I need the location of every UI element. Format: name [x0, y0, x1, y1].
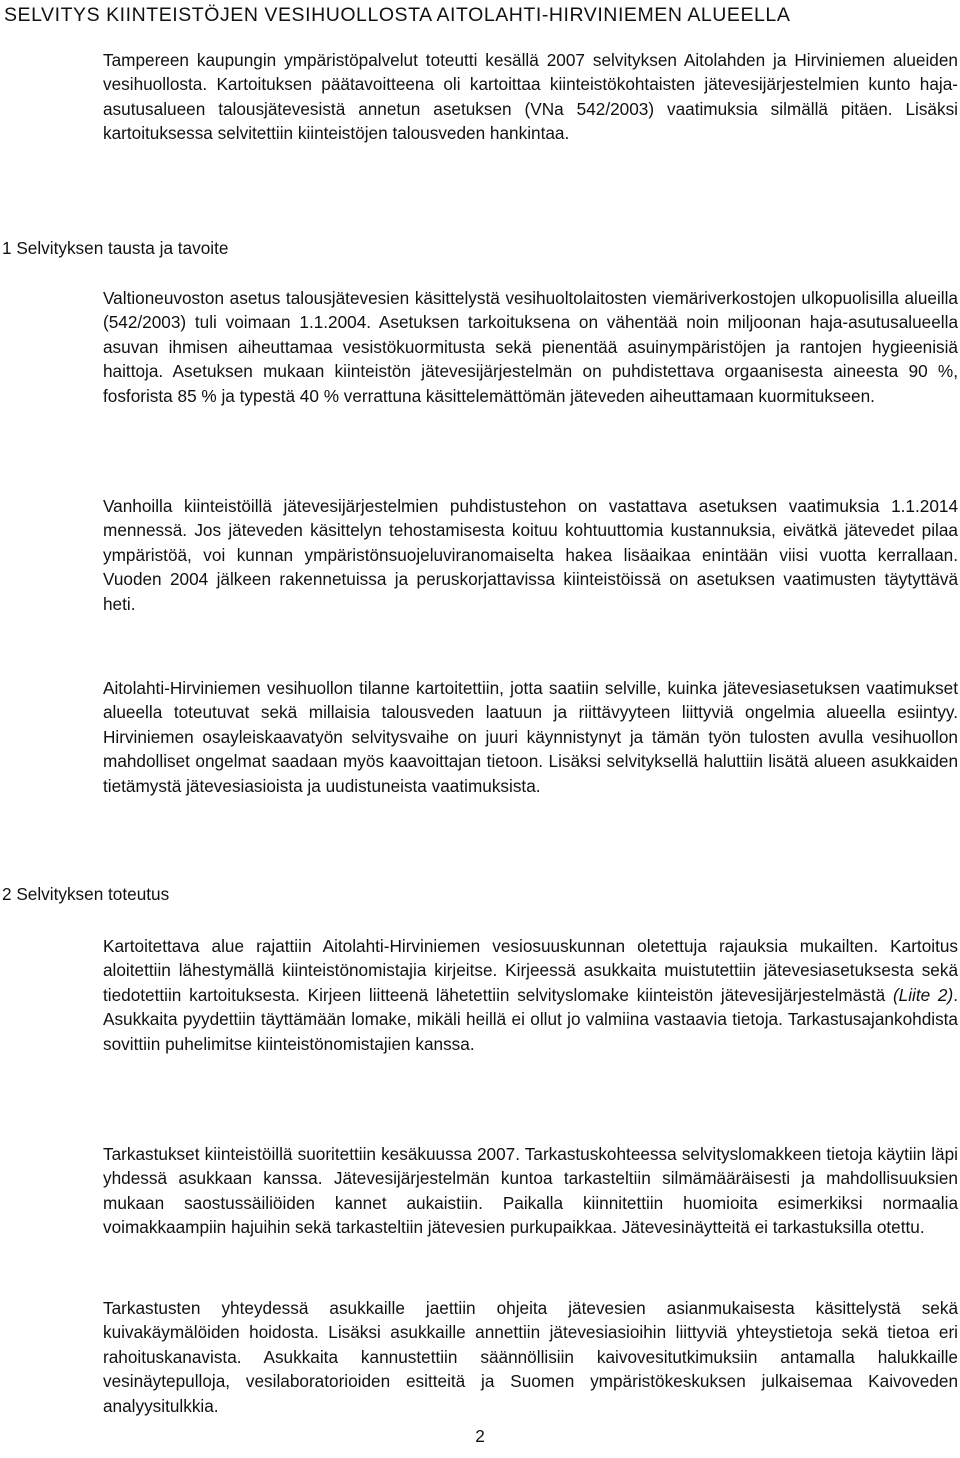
section2-paragraph: [103, 934, 958, 1056]
paragraph-text: . Asukkaita pyydettiin täyttämään lomake, mikäli heillä ei ollut jo valmiina vastaavia tietoja. Tarkastusajankohdista sovittiin puhelimitse kiinteistönomistajien kanssa.: [103, 984, 959, 1054]
appendix-reference: (Liite 2): [892, 984, 954, 1005]
section-heading-1: 1 Selvityksen tausta ja tavoite: [2, 238, 229, 258]
document-title: SELVITYS KIINTEISTÖJEN VESIHUOLLOSTA AITOLAHTI-HIRVINIEMEN ALUEELLA: [4, 4, 791, 26]
page-number: 2: [475, 1426, 485, 1446]
section-heading-2: 2 Selvityksen toteutus: [2, 884, 170, 904]
section2-paragraph: Tarkastusten yhteydessä asukkaille jaettiin ohjeita jätevesien asianmukaisesta käsittelystä sekä kuivakäymälöiden hoidosta. Lisäksi asukkaille annettiin jätevesiasioihin liittyviä yhteystietoja sekä tietoa eri rahoituskanavista. Asukkaita kannustettiin säännöllisiin kaivovesitutkimuksiin antamalla halukkaille vesinäytepulloja, vesilaboratorioiden esitteitä ja Suomen ympäristökeskuksen julkaisemaa Kaivoveden analyysitulkkia.: [103, 1298, 958, 1416]
section1-paragraph: Aitolahti-Hirviniemen vesihuollon tilanne kartoitettiin, jotta saatiin selville, kuinka jätevesiasetuksen vaatimukset alueella toteutuvat sekä millaisia talousveden laatuun ja riittävyyteen liittyviä ongelmia alueella esiintyy. Hirviniemen osayleiskaavatyön selvitysvaihe on juuri käynnistynyt ja tämän työn tulosten avulla vesihuollon mahdolliset ongelmat saadaan myös kaavoittajan tietoon. Lisäksi selvityksellä haluttiin lisätä alueen asukkaiden tietämystä jätevesiasioista ja uudistuneista vaatimuksista.: [103, 678, 958, 796]
paragraph-text: Kartoitettava alue rajattiin Aitolahti-Hirviniemen vesiosuuskunnan oletettuja rajauksia mukailten. Kartoitus aloitettiin lähestymällä kiinteistönomistajia kirjeitse. Kirjeessä asukkaita muistutettiin jätevesiasetuksesta sekä tiedotettiin kartoituksesta. Kirjeen liitteenä lähetettiin selvityslomake kiinteistön jätevesijärjestelmästä: [103, 936, 958, 1005]
section1-paragraph: Vanhoilla kiinteistöillä jätevesijärjestelmien puhdistustehon on vastattava asetuksen vaatimuksia 1.1.2014 mennessä. Jos jäteveden käsittelyn tehostamisesta koituu kohtuuttomia kustannuksia, eivätkä jätevedet pilaa ympäristöä, voi kunnan ympäristönsuojeluviranomaiselta hakea lisäaikaa enintään viisi vuotta kerrallaan. Vuoden 2004 jälkeen rakennetuissa ja peruskorjattavissa kiinteistöissä on asetuksen vaatimusten täytyttävä heti.: [103, 496, 958, 614]
section1-paragraph: Valtioneuvoston asetus talousjätevesien käsittelystä vesihuoltolaitosten viemäriverkostojen ulkopuolisilla alueilla (542/2003) tuli voimaan 1.1.2004. Asetuksen tarkoituksena on vähentää noin miljoonan haja-asutusalueella asuvan ihmisen aiheuttamaa vesistökuormitusta sekä pienentää asuinympäristöjen ja rantojen hygieenisiä haittoja. Asetuksen mukaan kiinteistön jätevesijärjestelmän on puhdistettava orgaanisesta aineesta 90 %, fosforista 85 % ja typestä 40 % verrattuna käsittelemättömän jäteveden aiheuttamaan kuormitukseen.: [103, 288, 958, 406]
intro-paragraph: Tampereen kaupungin ympäristöpalvelut toteutti kesällä 2007 selvityksen Aitolahden ja Hirviniemen alueiden vesihuollosta. Kartoituksen päätavoitteena oli kartoittaa kiinteistökohtaisten jätevesijärjestelmien kunto haja-asutusalueen talousjätevesistä annetun asetuksen (VNa 542/2003) vaatimuksia silmällä pitäen. Lisäksi kartoituksessa selvitettiin kiinteistöjen talousveden hankintaa.: [103, 50, 958, 144]
section2-paragraph: Tarkastukset kiinteistöillä suoritettiin kesäkuussa 2007. Tarkastuskohteessa selvityslomakkeen tietoja käytiin läpi yhdessä asukkaan kanssa. Jätevesijärjestelmän kuntoa tarkasteltiin silmämääräisesti ja mahdollisuuksien mukaan saostussäiliöiden kannet aukaistiin. Paikalla kiinnitettiin huomioita esimerkiksi normaalia voimakkaampiin hajuihin sekä tarkasteltiin jätevesien purkupaikkaa. Jätevesinäytteitä ei tarkastuksilla otettu.: [103, 1144, 958, 1238]
